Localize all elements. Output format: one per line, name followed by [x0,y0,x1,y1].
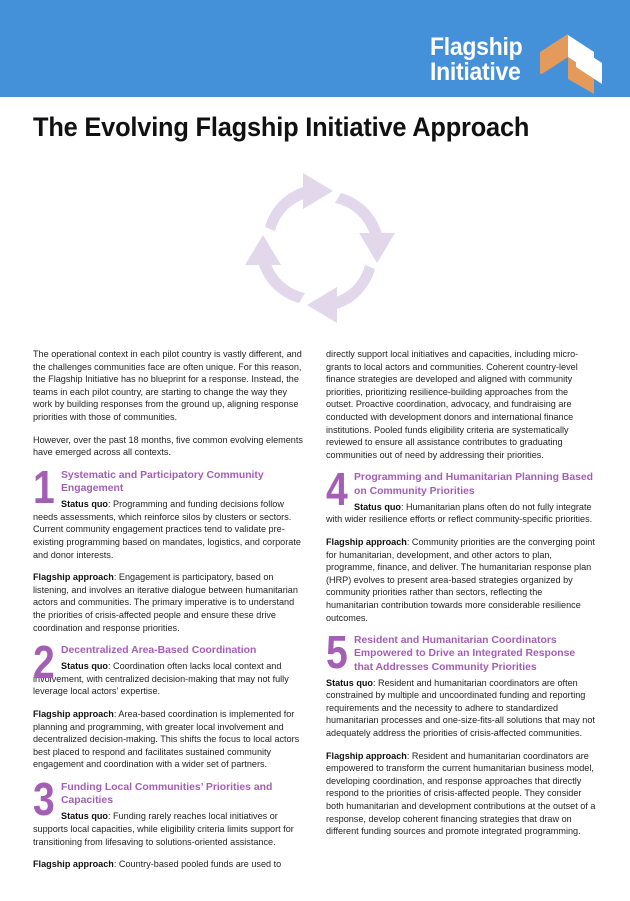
element-2 [33,636,304,771]
brand-logo [430,26,610,94]
element-5-status-quo-label: Status quo [326,677,373,688]
element-3-number: 3 [33,773,55,826]
body-columns [33,348,597,868]
element-1-title: Systematic and Participatory Community Engagement [61,469,264,494]
intro-paragraph-2: However, over the past 18 months, five common evolving elements have emerged across all contexts. [33,434,303,458]
element-4-approach-label: Flagship approach [326,536,407,547]
right-column [326,348,597,868]
element-4-status-quo-text: : Humanitarian plans often do not fully integrate with wider resilience efforts or reflect community-specific priorities. [326,501,593,525]
element-3 [33,773,304,871]
element-2-status-quo-text: : Coordination often lacks local context and involvement, with centralized decision-making that may not fully leverage local actors’ expertise. [33,661,289,697]
element-5-status-quo-text: : Resident and humanitarian coordinators are often constrained by multiple and uncoordinated funding and reporting requirements and the necessity to adhere to standardized humanitarian processes and one-size-fits-all solutions that may not adequately address the priorities of crisis-affected communities. [326,677,595,739]
element-2-approach-label: Flagship approach [33,709,114,720]
circular-cycle-arrows-icon [237,165,403,331]
element-5-approach-text: : Resident and humanitarian coordinators are empowered to transform the current humanitarian business model, developing coordination, and response approaches that directly respond to the priorities of crisis-affected people. They consider both humanitarian and development contributions at the outset of a response, develop coherent financing strategies that draw on different funding sources and promote integrated programming. [326,750,596,837]
element-1-status-quo-text: : Programming and funding decisions follow needs assessments, which reinforce silos by clusters or sectors. Current community engagement practices tend to validate pre-existing programming based on mandates, logistics, and corporate and donor interests. [33,499,301,560]
element-1-approach-text: : Engagement is participatory, based on listening, and involves an iterative dialogue between humanitarian actors and communities. The primary imperative is to understand the priorities of crisis-affected people and ensure these drive coordination and response priorities. [33,572,298,633]
element-1-approach-label: Flagship approach [33,572,114,583]
element-3-title: Funding Local Communities’ Priorities and Capacities [61,782,273,807]
element-3-status-quo-text: : Funding rarely reaches local initiatives or supports local capacities, while eligibility criteria limits support for transitioning from lifesaving to solutions-oriented assistance. [33,811,294,847]
logo-line-2: Initiative [429,58,521,86]
element-5-body [326,677,597,838]
element-5 [326,626,597,838]
element-2-number: 2 [33,636,55,689]
element-5-approach-label: Flagship approach [326,750,407,761]
element-5-title: Resident and Humanitarian Coordinators Empowered to Drive an Integrated Response that Addresses Community Priorities [354,635,576,673]
element-1 [33,460,304,634]
left-column [33,348,304,868]
intro-paragraph-1: The operational context in each pilot country is vastly different, and the challenges communities face are often unique. For this reason, the Flagship Initiative has no blueprint for a response. Instead, the teams in each pilot country, are starting to change the way they work by building responses from the ground up, aligning response priorities with those of communities. [33,349,302,422]
page-title: The Evolving Flagship Initiative Approach [33,112,530,142]
element-1-status-quo-label: Status quo [61,499,108,510]
element-2-title: Decentralized Area-Based Coordination [61,645,257,657]
element-3-status-quo-label: Status quo [61,811,108,822]
element-5-number: 5 [326,626,348,679]
element-4-status-quo-label: Status quo [354,501,401,512]
element-2-status-quo-label: Status quo [61,661,108,672]
element-3-approach-label: Flagship approach [33,859,114,870]
element-3-approach-continued: directly support local initiatives and capacities, including micro-grants to local actors and communities. Coherent country-level finance strategies are developed and aligned with community priorities, prioritizing resilience-building approaches from the outset. Proactive coordination, advocacy, and fundraising are conducted with development donors and international finance institutions. Pooled funds eligibility criteria are systematically reviewed to ensure all assistance contributes to graduating communities out of need by addressing their priorities. [326,349,579,460]
element-4-number: 4 [326,463,348,516]
element-2-approach-text: : Area-based coordination is implemented for planning and programming, with greater local involvement and decentralized decision-making. This shifts the focus to local actors best placed to respond and facilitates sustained community engagement and coordination with a wider set of partners. [33,709,300,770]
element-4-title: Programming and Humanitarian Planning Based on Community Priorities [354,472,594,497]
element-3-body [33,810,304,870]
element-1-number: 1 [33,460,55,513]
element-4 [326,463,597,624]
logo-wordmark [430,35,522,85]
element-2-body [33,660,304,771]
header-band [0,0,630,97]
flagship-chevron-logo-icon [538,26,610,94]
logo-line-1: Flagship [429,33,522,61]
element-3-approach-text: : Country-based pooled funds are used to [113,859,282,870]
element-4-approach-text: : Community priorities are the converging point for humanitarian, development, and other actors to plan, programme, finance, and deliver. The humanitarian response plan (HRP) evolves to present area-based strategies organized by community priorities rather than sectors, reflecting the humanitarian contribution towards more considerable resilience outcomes. [326,536,595,623]
element-1-body [33,498,304,634]
element-4-body [326,501,597,624]
